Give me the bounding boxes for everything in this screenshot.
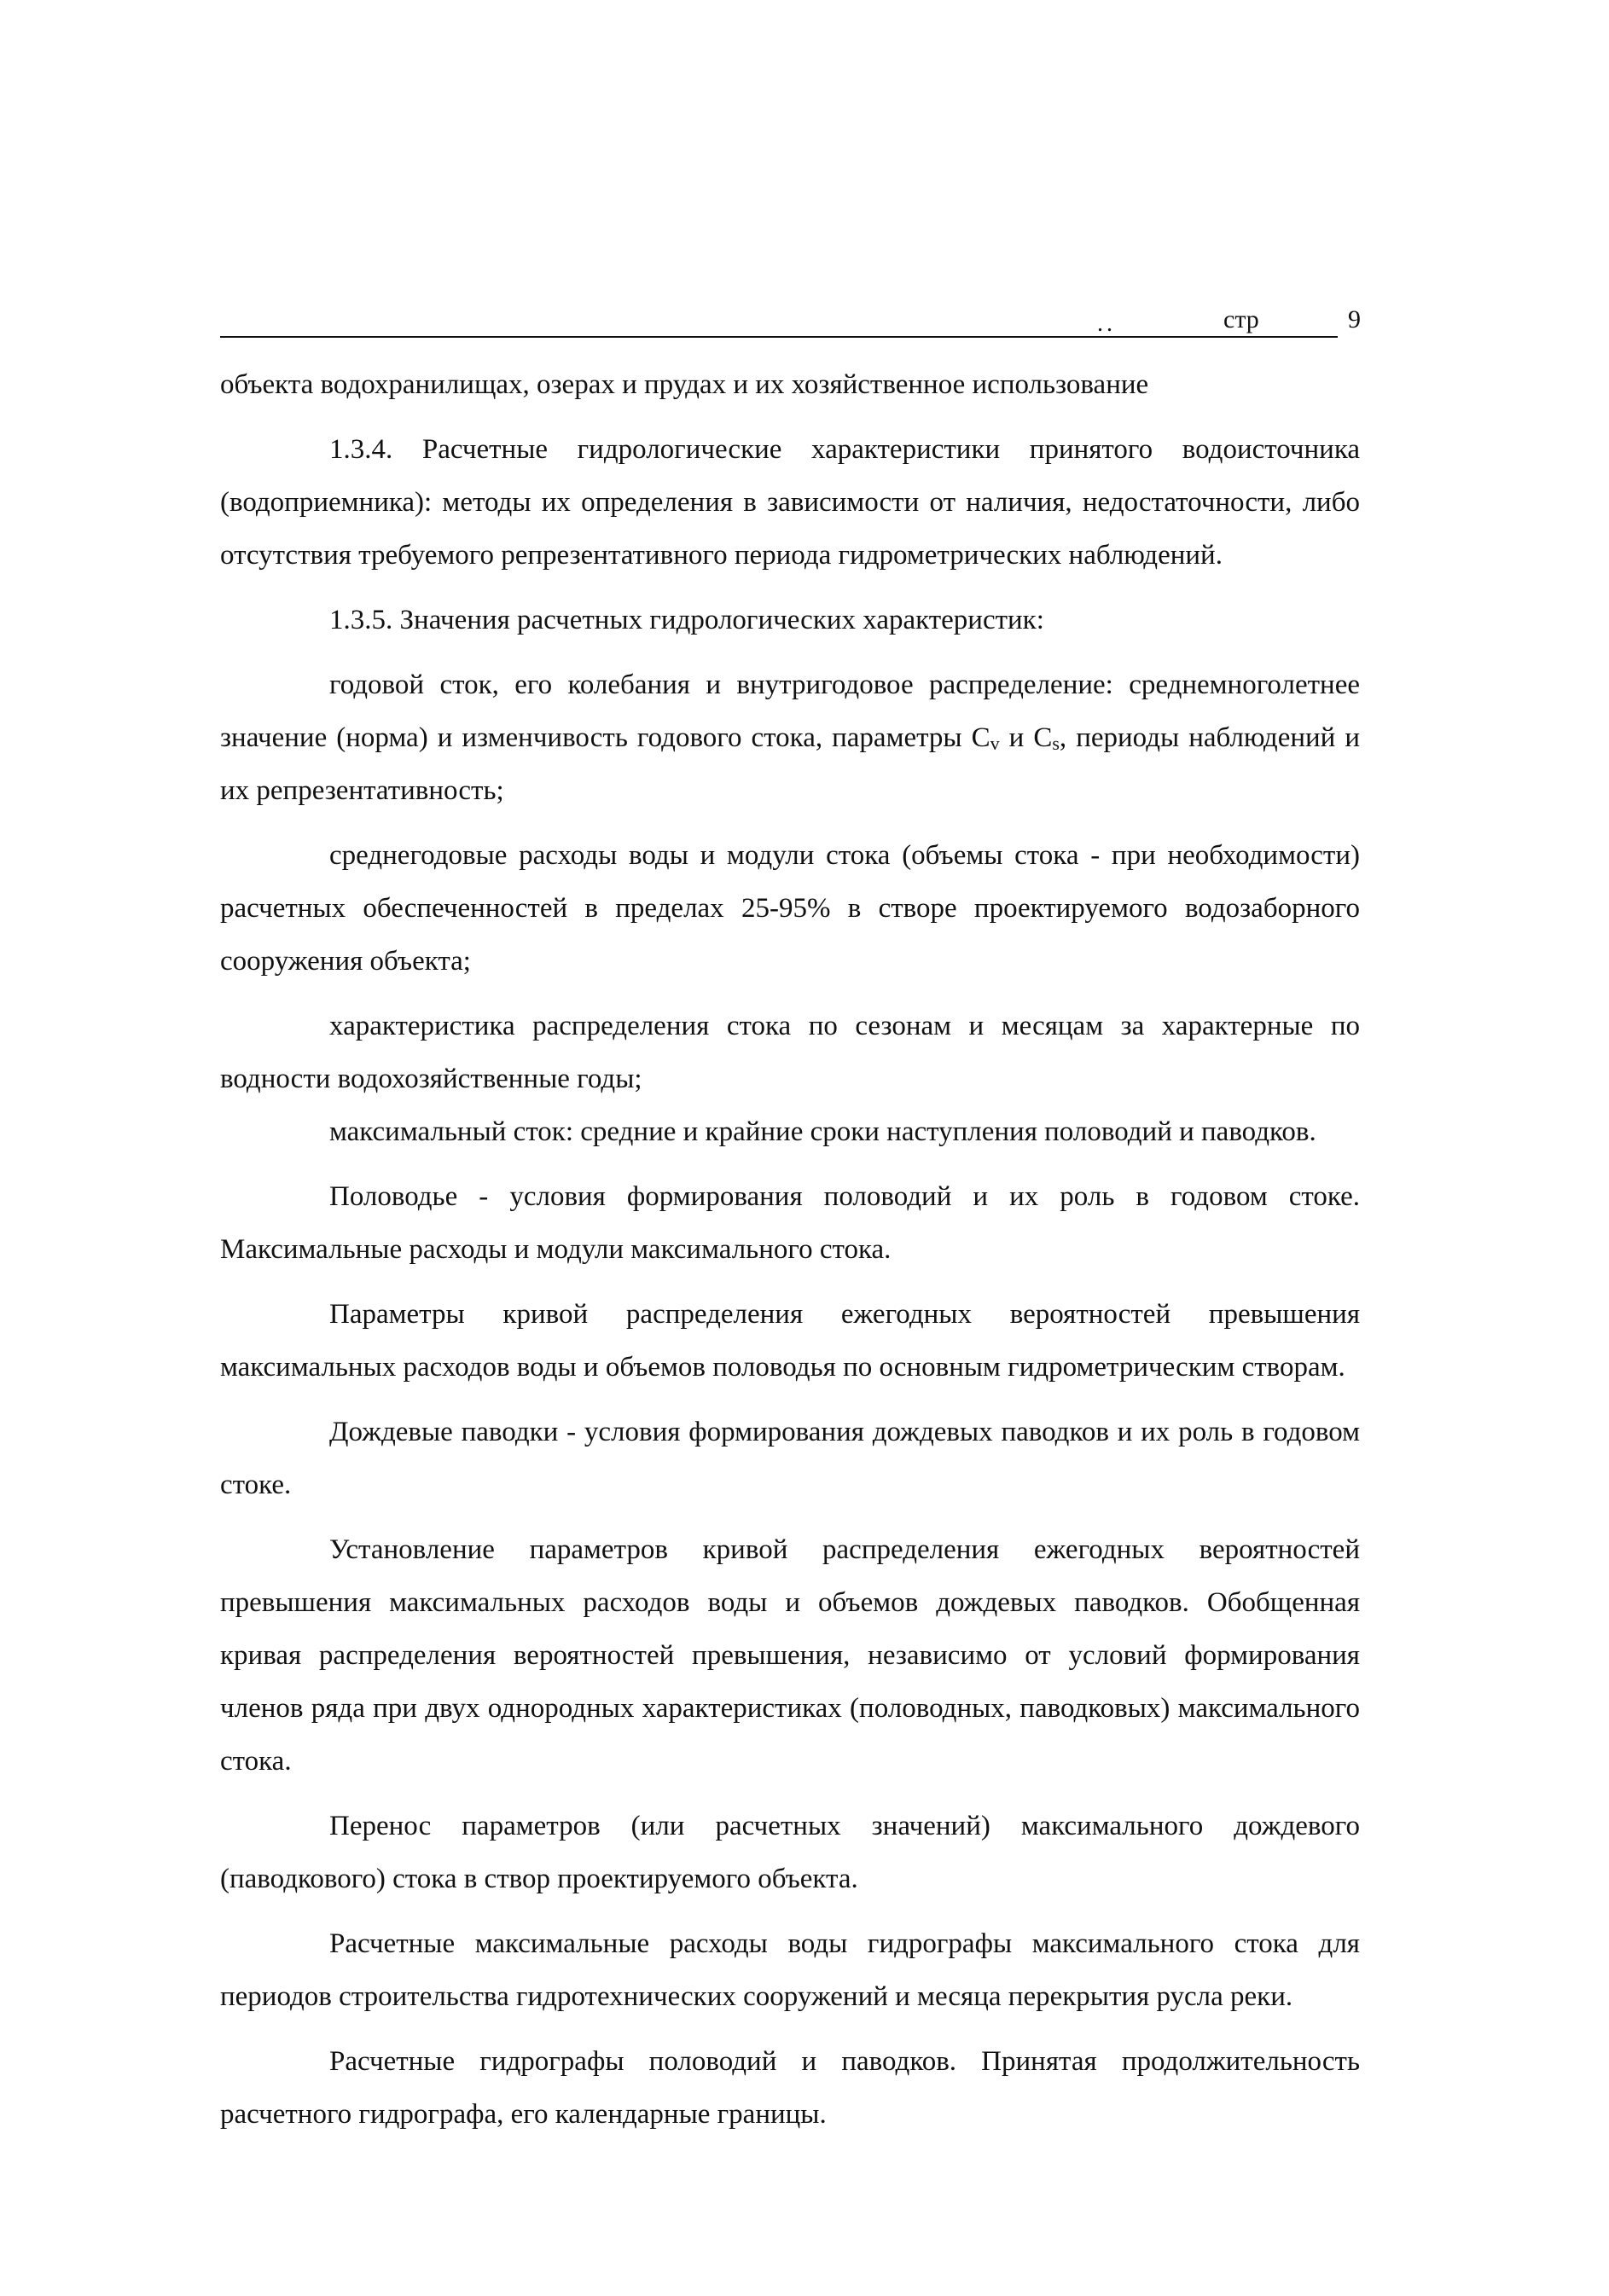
- page-header: [220, 300, 1380, 348]
- paragraph-flood: Половодье - условия формирования половодий и их роль в годовом стоке. Максимальные расходы и модули максимального стока.: [220, 1181, 1360, 1265]
- annual-runoff-tail: , периоды наблюдений и их репрезентативность;: [220, 722, 1361, 806]
- paragraph-rain-floods: Дождевые паводки - условия формирования дождевых паводков и их роль в годовом стоке.: [220, 1417, 1360, 1500]
- cv-subscript: v: [990, 733, 1000, 754]
- paragraph-hydrographs: Расчетные гидрографы половодий и паводков. Принятая продолжительность расчетного гидрографа, его календарные границы.: [220, 2046, 1360, 2130]
- paragraph-annual-runoff: [220, 658, 1360, 817]
- paragraph-curve-establishment: Установление параметров кривой распределения ежегодных вероятностей превышения максимальных расходов воды и объемов дождевых паводков. Обобщенная кривая распределения вероятностей превышения, независимо от условий формирования членов ряда при двух однородных характеристиках (половодных, паводковых) максимального стока.: [220, 1534, 1360, 1777]
- header-dots: ..: [1097, 310, 1116, 337]
- document-body: [220, 358, 1360, 2141]
- paragraph-section-1-3-4: 1.3.4. Расчетные гидрологические характеристики принятого водоисточника (водоприемника): методы их определения в зависимости от наличия, недостаточности, либо отсутствия требуемого репрезентативного периода гидрометрических наблюдений.: [220, 434, 1360, 571]
- annual-runoff-text: годовой сток, его колебания и внутригодовое распределение: среднемноголетнее значение (норма) и изменчивость годового стока, параметры C: [220, 670, 1360, 753]
- paragraph-maximum-runoff: максимальный сток: средние и крайние сроки наступления половодий и паводков.: [329, 1116, 1316, 1147]
- cs-subscript: s: [1052, 733, 1060, 754]
- header-rule: [220, 336, 1338, 338]
- paragraph-parameter-transfer: Перенос параметров (или расчетных значений) максимального дождевого (паводкового) стока в створ проектируемого объекта.: [220, 1811, 1360, 1894]
- paragraph-0: объекта водохранилищах, озерах и прудах и их хозяйственное использование: [220, 369, 1149, 400]
- annual-runoff-mid: и C: [999, 722, 1053, 753]
- paragraph-annual-discharges: среднегодовые расходы воды и модули стока (объемы стока - при необходимости) расчетных обеспеченностей в пределах 25-95% в створе проектируемого водозаборного сооружения объекта;: [220, 840, 1360, 977]
- paragraph-design-discharges: Расчетные максимальные расходы воды гидрографы максимального стока для периодов строительства гидротехнических сооружений и месяца перекрытия русла реки.: [220, 1928, 1360, 2012]
- page-number: 9: [1348, 305, 1361, 333]
- page-label: стр: [1223, 305, 1259, 333]
- paragraph-section-1-3-5: 1.3.5. Значения расчетных гидрологических характеристик:: [329, 605, 1044, 635]
- paragraph-seasonal-distribution: характеристика распределения стока по сезонам и месяцам за характерные по водности водохозяйственные годы;: [220, 1011, 1360, 1094]
- paragraph-curve-parameters: Параметры кривой распределения ежегодных вероятностей превышения максимальных расходов воды и объемов половодья по основным гидрометрическим створам.: [220, 1299, 1360, 1383]
